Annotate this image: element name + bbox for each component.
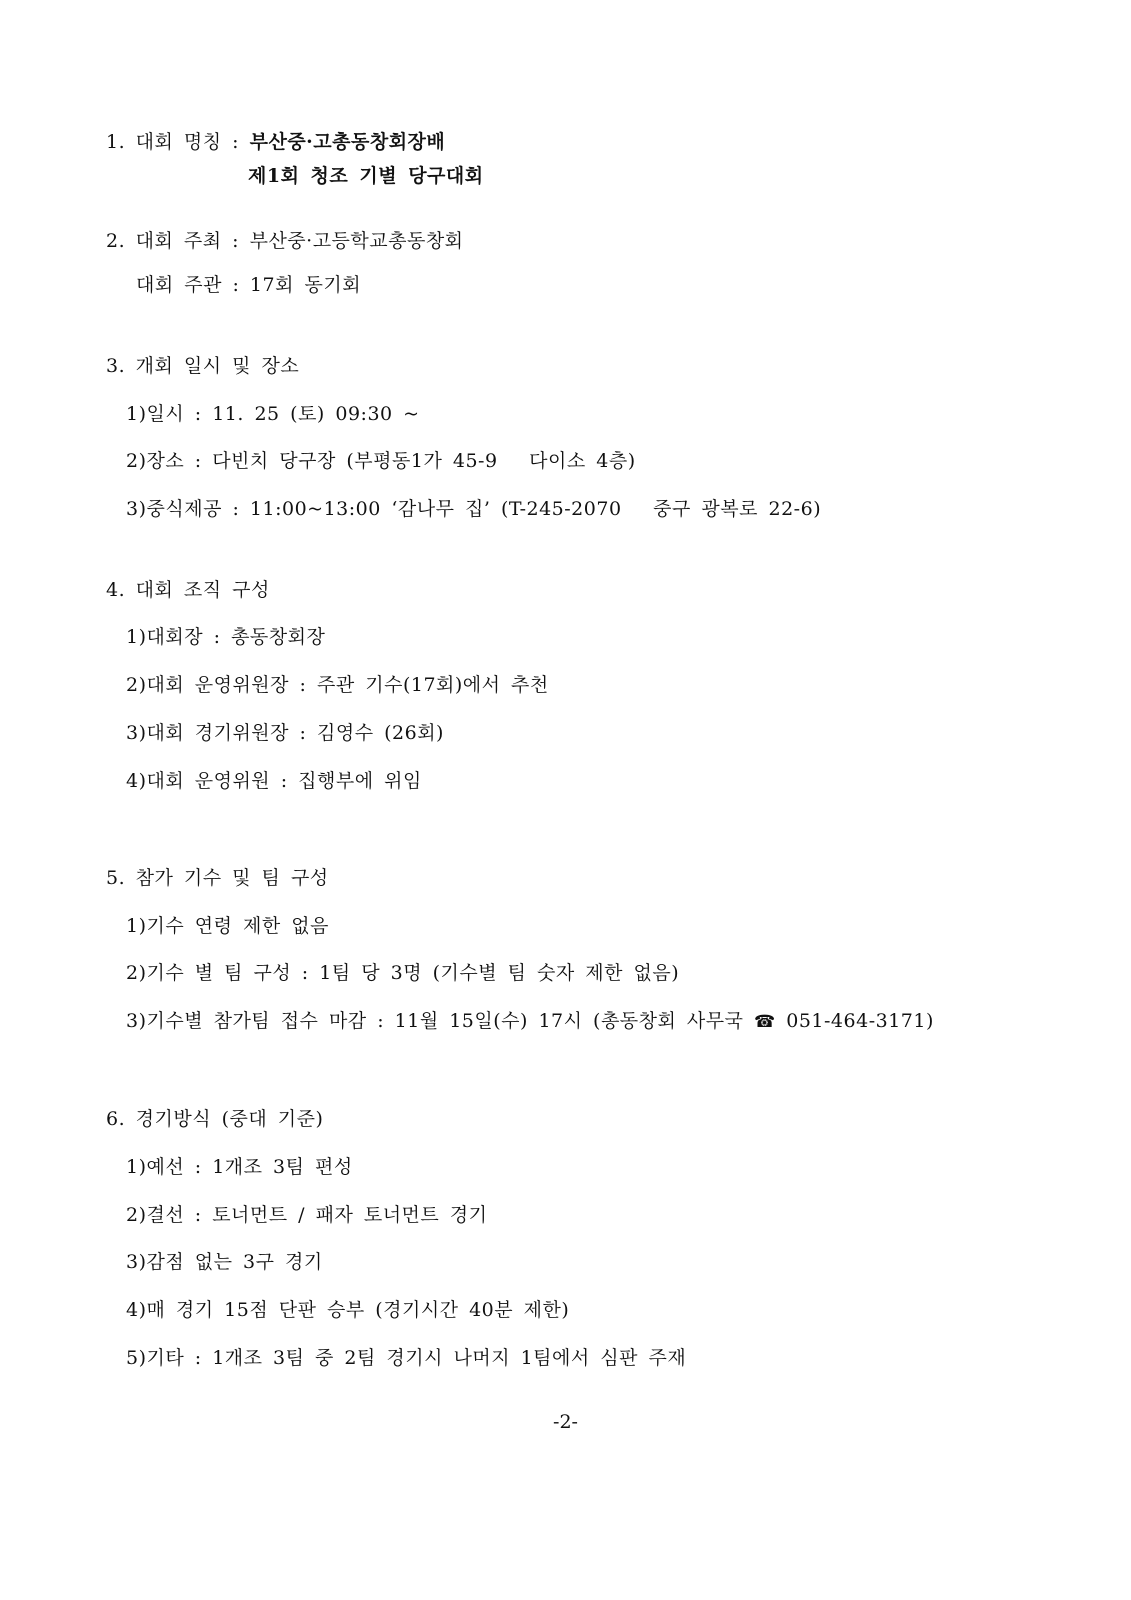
section4-heading: 4. 대회 조직 구성 [106, 579, 270, 601]
section2-host: 2. 대회 주최 : 부산중·고등학교총동창회 [106, 230, 464, 252]
section3-item-venue: 2)장소 : 다빈치 당구장 (부평동1가 45-9 다이소 4층) [126, 450, 636, 472]
section6-item-2: 2)결선 : 토너먼트 / 패자 토너먼트 경기 [126, 1204, 488, 1226]
section1-line1 [106, 130, 445, 154]
section3-heading: 3. 개회 일시 및 장소 [106, 355, 300, 377]
section5-heading: 5. 참가 기수 및 팀 구성 [106, 867, 329, 889]
section5-item-3-text: 3)기수별 참가팀 접수 마감 : 11월 15일(수) 17시 (총동창회 사무국 [126, 1010, 755, 1032]
section6-item-5: 5)기타 : 1개조 3팀 중 2팀 경기시 나머지 1팀에서 심판 주재 [126, 1347, 687, 1369]
page-number: -2- [553, 1411, 578, 1433]
section3-item-lunch: 3)중식제공 : 11:00~13:00 ‘감나무 집’ (T-245-2070 중구 광복로 22-6) [126, 498, 822, 520]
section5-item-1: 1)기수 연령 제한 없음 [126, 915, 329, 937]
section5-item-3-phone: 051-464-3171) [775, 1010, 934, 1032]
telephone-icon: ☎ [754, 1012, 776, 1032]
section6-item-1: 1)예선 : 1개조 3팀 편성 [126, 1156, 353, 1178]
section3-item-date: 1)일시 : 11. 25 (토) 09:30 ~ [126, 403, 420, 425]
section6-item-4: 4)매 경기 15점 단판 승부 (경기시간 40분 제한) [126, 1299, 570, 1321]
section6-item-3: 3)감점 없는 3구 경기 [126, 1251, 323, 1273]
section5-item-3 [126, 1009, 934, 1034]
section1-prefix: 1. 대회 명칭 : [106, 131, 250, 153]
event-title-line2: 제1회 청조 기별 당구대회 [248, 165, 484, 187]
section4-item-2: 2)대회 운영위원장 : 주관 기수(17회)에서 추천 [126, 674, 549, 696]
section2-organizer: 대회 주관 : 17회 동기회 [136, 274, 362, 296]
section4-item-4: 4)대회 운영위원 : 집행부에 위임 [126, 770, 422, 792]
section4-item-3: 3)대회 경기위원장 : 김영수 (26회) [126, 722, 444, 744]
section5-item-2: 2)기수 별 팀 구성 : 1팀 당 3명 (기수별 팀 숫자 제한 없음) [126, 962, 680, 984]
section4-item-1: 1)대회장 : 총동창회장 [126, 626, 326, 648]
section6-heading: 6. 경기방식 (중대 기준) [106, 1108, 324, 1130]
event-title-line1: 부산중·고총동창회장배 [249, 131, 446, 153]
